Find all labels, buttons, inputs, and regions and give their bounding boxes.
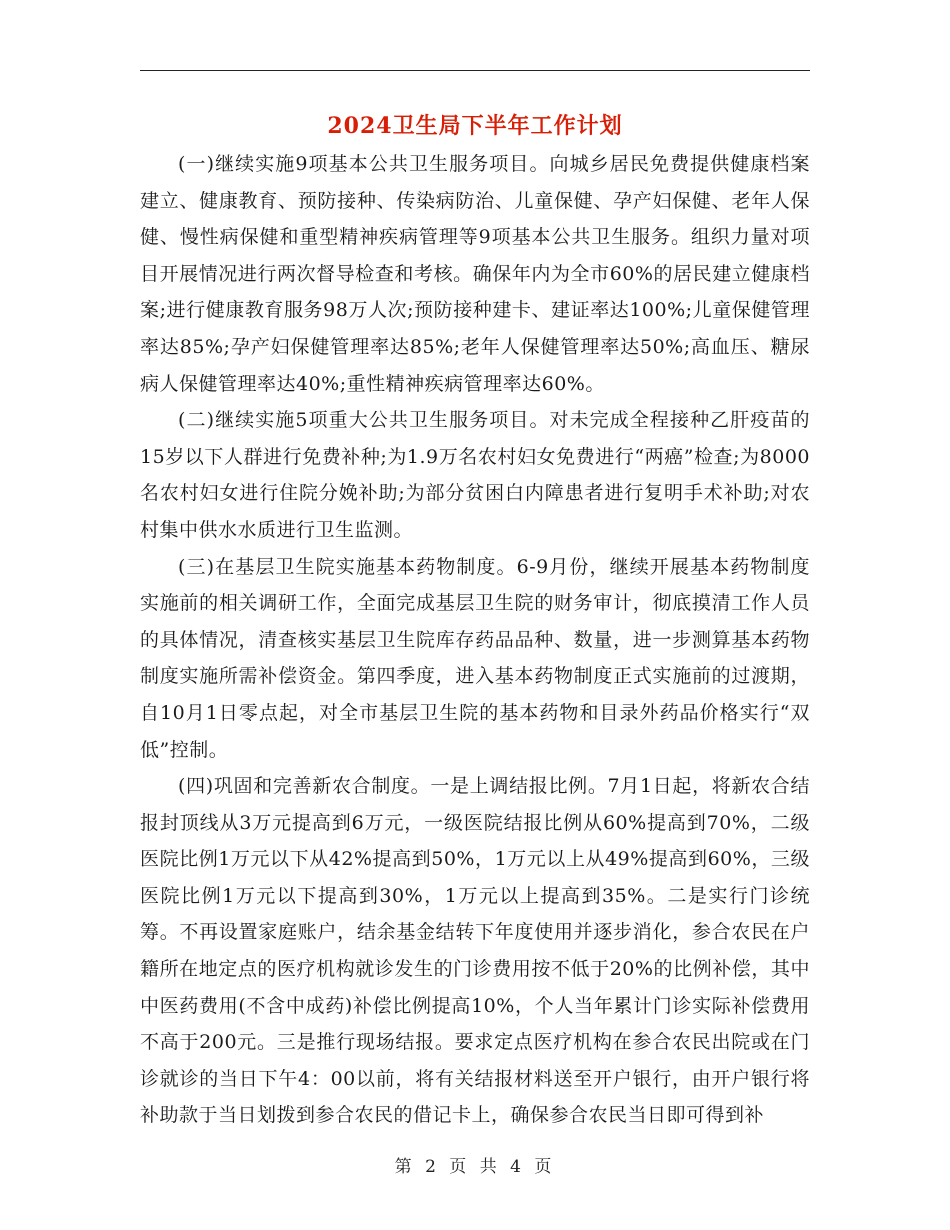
document-title: 2024卫生局下半年工作计划 <box>327 113 623 139</box>
page-number-footer: 第 2 页 共 4 页 <box>394 1157 556 1177</box>
paragraph-1: (一)继续实施9项基本公共卫生服务项目。向城乡居民免费提供健康档案建立、健康教育、预防接种、传染病防治、儿童保健、孕产妇保健、老年人保健、慢性病保健和重型精神疾病管理等9项基本公共卫生服务。组织力量对项目开展情况进行两次督导检查和考核。确保年内为全市60%的居民建立健康档案;进行健康教育服务98万人次;预防接种建卡、建证率达100%;儿童保健管理率达85%;孕产妇保健管理率达85%;老年人保健管理率达50%;高血压、糖尿病人保健管理率达40%;重性精神疾病管理率达60%。 <box>140 153 810 395</box>
paragraph-4: (四)巩固和完善新农合制度。一是上调结报比例。7月1日起，将新农合结报封顶线从3万元提高到6万元，一级医院结报比例从60%提高到70%，二级医院比例1万元以下从42%提高到50%，1万元以上从49%提高到60%，三级医院比例1万元以下提高到30%，1万元以上提高到35%。二是实行门诊统筹。不再设置家庭账户，结余基金结转下年度使用并逐步消化，参合农民在户籍所在地定点的医疗机构就诊发生的门诊费用按不低于20%的比例补偿，其中中医药费用(不含中成药)补偿比例提高10%，个人当年累计门诊实际补偿费用不高于200元。三是推行现场结报。要求定点医疗机构在参合农民出院或在门诊就诊的当日下午4：00以前，将有关结报材料送至开户银行，由开户银行将补助款于当日划拨到参合农民的借记卡上，确保参合农民当日即可得到补 <box>140 775 810 1127</box>
document-body <box>140 146 810 1134</box>
paragraph-2: (二)继续实施5项重大公共卫生服务项目。对未完成全程接种乙肝疫苗的15岁以下人群进行免费补种;为1.9万名农村妇女免费进行“两癌”检查;为8000名农村妇女进行住院分娩补助;为部分贫困白内障患者进行复明手术补助;对农村集中供水水质进行卫生监测。 <box>140 409 810 541</box>
paragraph-3: (三)在基层卫生院实施基本药物制度。6-9月份，继续开展基本药物制度实施前的相关调研工作，全面完成基层卫生院的财务审计，彻底摸清工作人员的具体情况，清查核实基层卫生院库存药品品种、数量，进一步测算基本药物制度实施所需补偿资金。第四季度，进入基本药物制度正式实施前的过渡期，自10月1日零点起，对全市基层卫生院的基本药物和目录外药品价格实行“双低”控制。 <box>140 555 810 761</box>
header-rule <box>140 70 810 71</box>
